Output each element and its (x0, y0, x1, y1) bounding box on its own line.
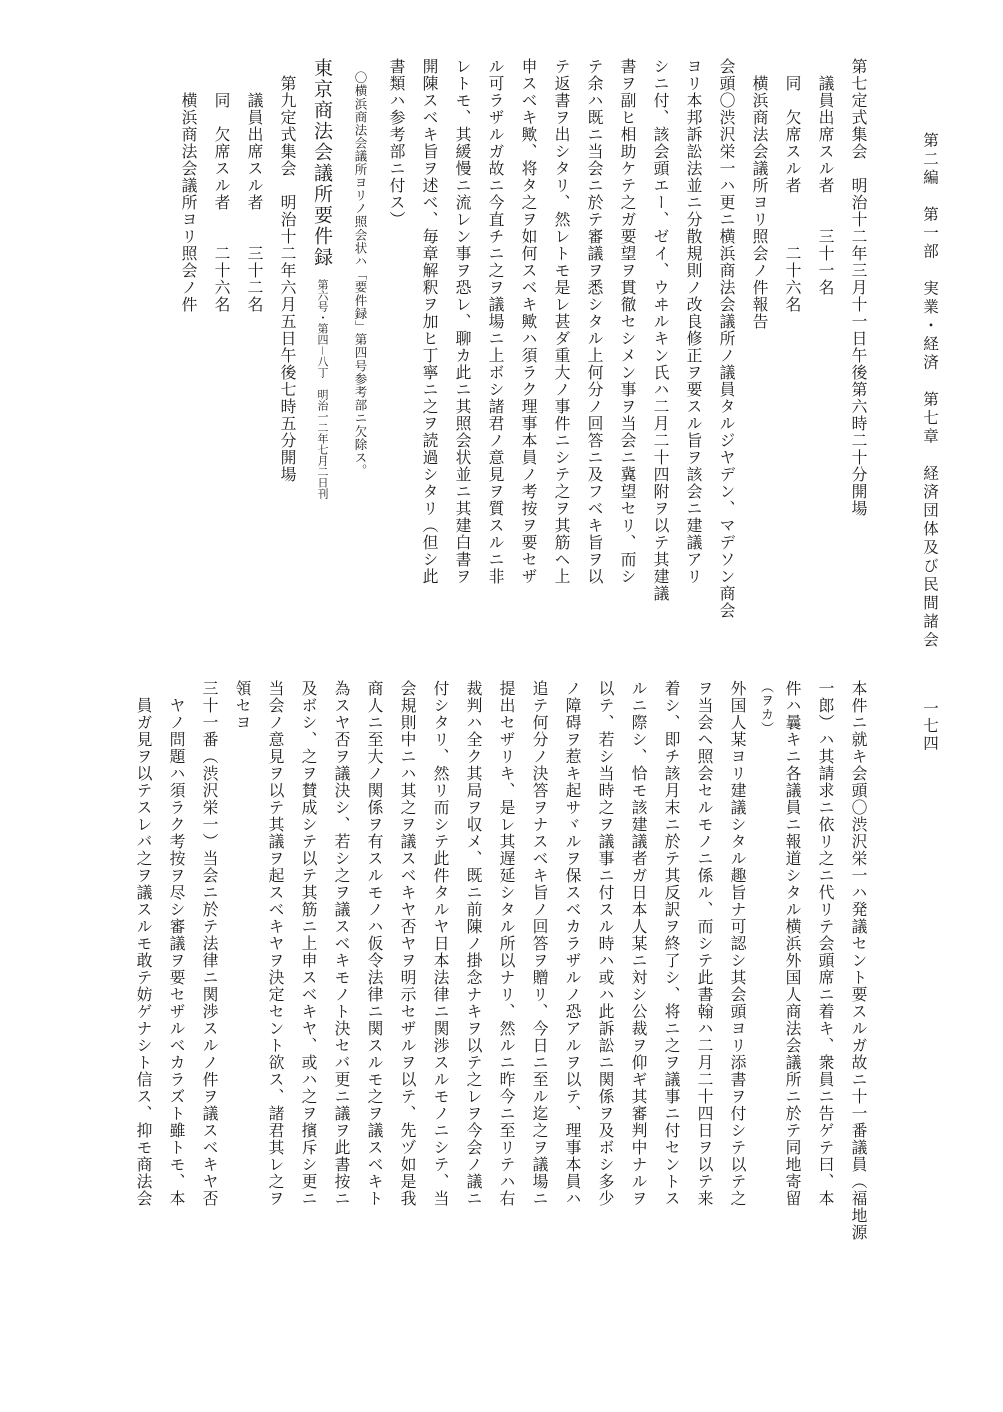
reading-annotation: （ヲカ） (758, 680, 773, 736)
text-line: 提出セザリキ、是レ其遅延シタル所以ナリ、然ルニ昨今ニ至リテハ右 (497, 680, 516, 1207)
text-line: 領セヨ (233, 680, 252, 731)
text-line: 付シタリ、然リ而シテ此件タルヤ日本法律ニ関渉スルモノニシテ、当 (431, 680, 450, 1207)
text-line: ノ障碍ヲ惹キ起サヾルヲ保スベカラザルノ恐アルヲ以テ、理事本員ハ (563, 680, 582, 1207)
text-line: ルニ際シ、恰モ該建議者ガ日本人某ニ対シ公裁ヲ仰ギ其審判中ナルヲ (629, 680, 648, 1207)
text-line: 本件ニ就キ会頭〇渋沢栄一ハ発議セント要スルガ故ニ十一番議員（福地源 (849, 680, 868, 1241)
text-line: 以テ、若シ当時之ヲ議事ニ付スル時ハ或ハ此訴訟ニ関係ヲ及ボシ多少 (596, 680, 615, 1207)
text-line: テ返書ヲ出シタリ、然レトモ是レ甚ダ重大ノ事件ニシテ之ヲ其筋ヘ上 (552, 58, 571, 585)
text-line: 書ヲ副ヒ相助ケテ之ガ要望ヲ貫徹セシメン事ヲ当会ニ冀望セリ、而シ (618, 58, 637, 585)
text-line: 横浜商法会議所ヨリ照会ノ件報告 (750, 58, 769, 330)
editorial-note: 〇横浜商法会議所ヨリノ照会状ハ「要件録」第四号参考部ニ欠除ス。 (353, 58, 368, 478)
text-line: レトモ、其緩慢ニ流レン事ヲ恐レ、聊カ此ニ其照会状並ニ其建白書ヲ (453, 58, 472, 585)
text-line: 及ボシ、之ヲ賛成シテ以テ其筋ニ上申スベキヤ、或ハ之ヲ擯斥シ更ニ (299, 680, 318, 1207)
text-line: 一郎）ハ其請求ニ依リ之ニ代リテ会頭席ニ着キ、衆員ニ告ゲテ曰、本 (816, 680, 835, 1207)
section-title: 東京商法会議所要件録 第六号・第四－八丁 明治一二年七月二日刊 (311, 58, 333, 499)
text-line: 裁判ハ全ク其局ヲ収メ、既ニ前陳ノ掛念ナキヲ以テ之レヲ今会ノ議ニ (464, 680, 483, 1207)
source-note: 第六号・第四－八丁 明治一二年七月二日刊 (316, 268, 329, 499)
text-line: 着シ、即チ該月末ニ於テ其反訳ヲ終了シ、将ニ之ヲ議事ニ付セントス (662, 680, 681, 1207)
text-line: 件ハ曩キニ各議員ニ報道シタル横浜外国人商法会議所ニ於テ同地寄留 (783, 680, 802, 1207)
text-line: 書類ハ参考部ニ付ス） (387, 58, 406, 228)
text-line: ヨリ本邦訴訟法並ニ分散規則ノ改良修正ヲ要スル旨ヲ該会ニ建議アリ (684, 58, 703, 585)
text-line: ヲ当会ヘ照会セルモノニ係ル、而シテ此書翰ハ二月二十四日ヲ以テ来 (695, 680, 714, 1207)
text-line: 員ガ見ヲ以テスレバ之ヲ議スルモ敢テ妨ゲナシト信ス、抑モ商法会 (134, 680, 153, 1207)
text-line: 為スヤ否ヲ議決シ、若シ之ヲ議スベキモノト決セバ更ニ議ヲ此書按ニ (332, 680, 351, 1207)
text-line: 申スベキ歟、将タ之ヲ如何スベキ歟ハ須ラク理事本員ノ考按ヲ要セザ (519, 58, 538, 585)
text-line: 同 欠席スル者 二十六名 (212, 58, 231, 313)
text-line: 議員出席スル者 三十二名 (245, 58, 264, 313)
text-line: 商人ニ至大ノ関係ヲ有スルモノハ仮令法律ニ関スルモ之ヲ議スベキト (365, 680, 384, 1207)
text-line: 横浜商法会議所ヨリ照会ノ件 (179, 58, 198, 313)
text-line: 第九定式集会 明治十二年六月五日午後七時五分開場 (278, 58, 297, 483)
page-number: 一七四 (921, 700, 939, 753)
running-head: 第二編 第一部 実業・経済 第七章 経済団体及び民間諸会 (921, 132, 939, 650)
text-line: 三十一番（渋沢栄一）当会ニ於テ法律ニ関渉スルノ件ヲ議スベキヤ否 (200, 680, 219, 1207)
lower-text-block (134, 680, 875, 1241)
text-line: 会規則中ニハ其之ヲ議スベキヤ否ヤヲ明示セザルヲ以テ、先ヅ如是我 (398, 680, 417, 1207)
upper-text-block (105, 58, 875, 668)
text-line: ル可ラザルガ故ニ今直チニ之ヲ議場ニ上ボシ諸君ノ意見ヲ質スルニ非 (486, 58, 505, 585)
text-line: 同 欠席スル者 二十六名 (783, 58, 802, 313)
text-line: 外国人某ヨリ建議シタル趣旨ナ可認シ其会頭ヨリ添書ヲ付シテ以テ之 (728, 680, 747, 1207)
text-line: シニ付、該会頭エー、ゼイ、ウヰルキン氏ハ二月二十四附ヲ以テ其建議 (651, 58, 670, 602)
text-line: 追テ何分ノ決答ヲナスベキ旨ノ回答ヲ贈リ、今日ニ至ル迄之ヲ議場ニ (530, 680, 549, 1207)
text-line: テ余ハ既ニ当会ニ於テ審議ヲ悉シタル上何分ノ回答ニ及フベキ旨ヲ以 (585, 58, 604, 585)
text-line: 当会ノ意見ヲ以テ其議ヲ起スベキヤヲ決定セント欲ス、諸君其レ之ヲ (266, 680, 285, 1207)
text-line: 開陳スベキ旨ヲ述ベ、毎章解釈ヲ加ヒ丁寧ニ之ヲ読過シタリ（但シ此 (420, 58, 439, 585)
text-line: ヤノ問題ハ須ラク考按ヲ尽シ審議ヲ要セザルベカラズト雖トモ、本 (167, 680, 186, 1207)
text-line: 第七定式集会 明治十二年三月十一日午後第六時二十分開場 (849, 58, 868, 517)
text-line: 議員出席スル者 三十一名 (816, 58, 835, 296)
text-line: 会頭〇渋沢栄一ハ更ニ横浜商法会議所ノ議員タルジヤデン、マデソン商会 (717, 58, 736, 619)
